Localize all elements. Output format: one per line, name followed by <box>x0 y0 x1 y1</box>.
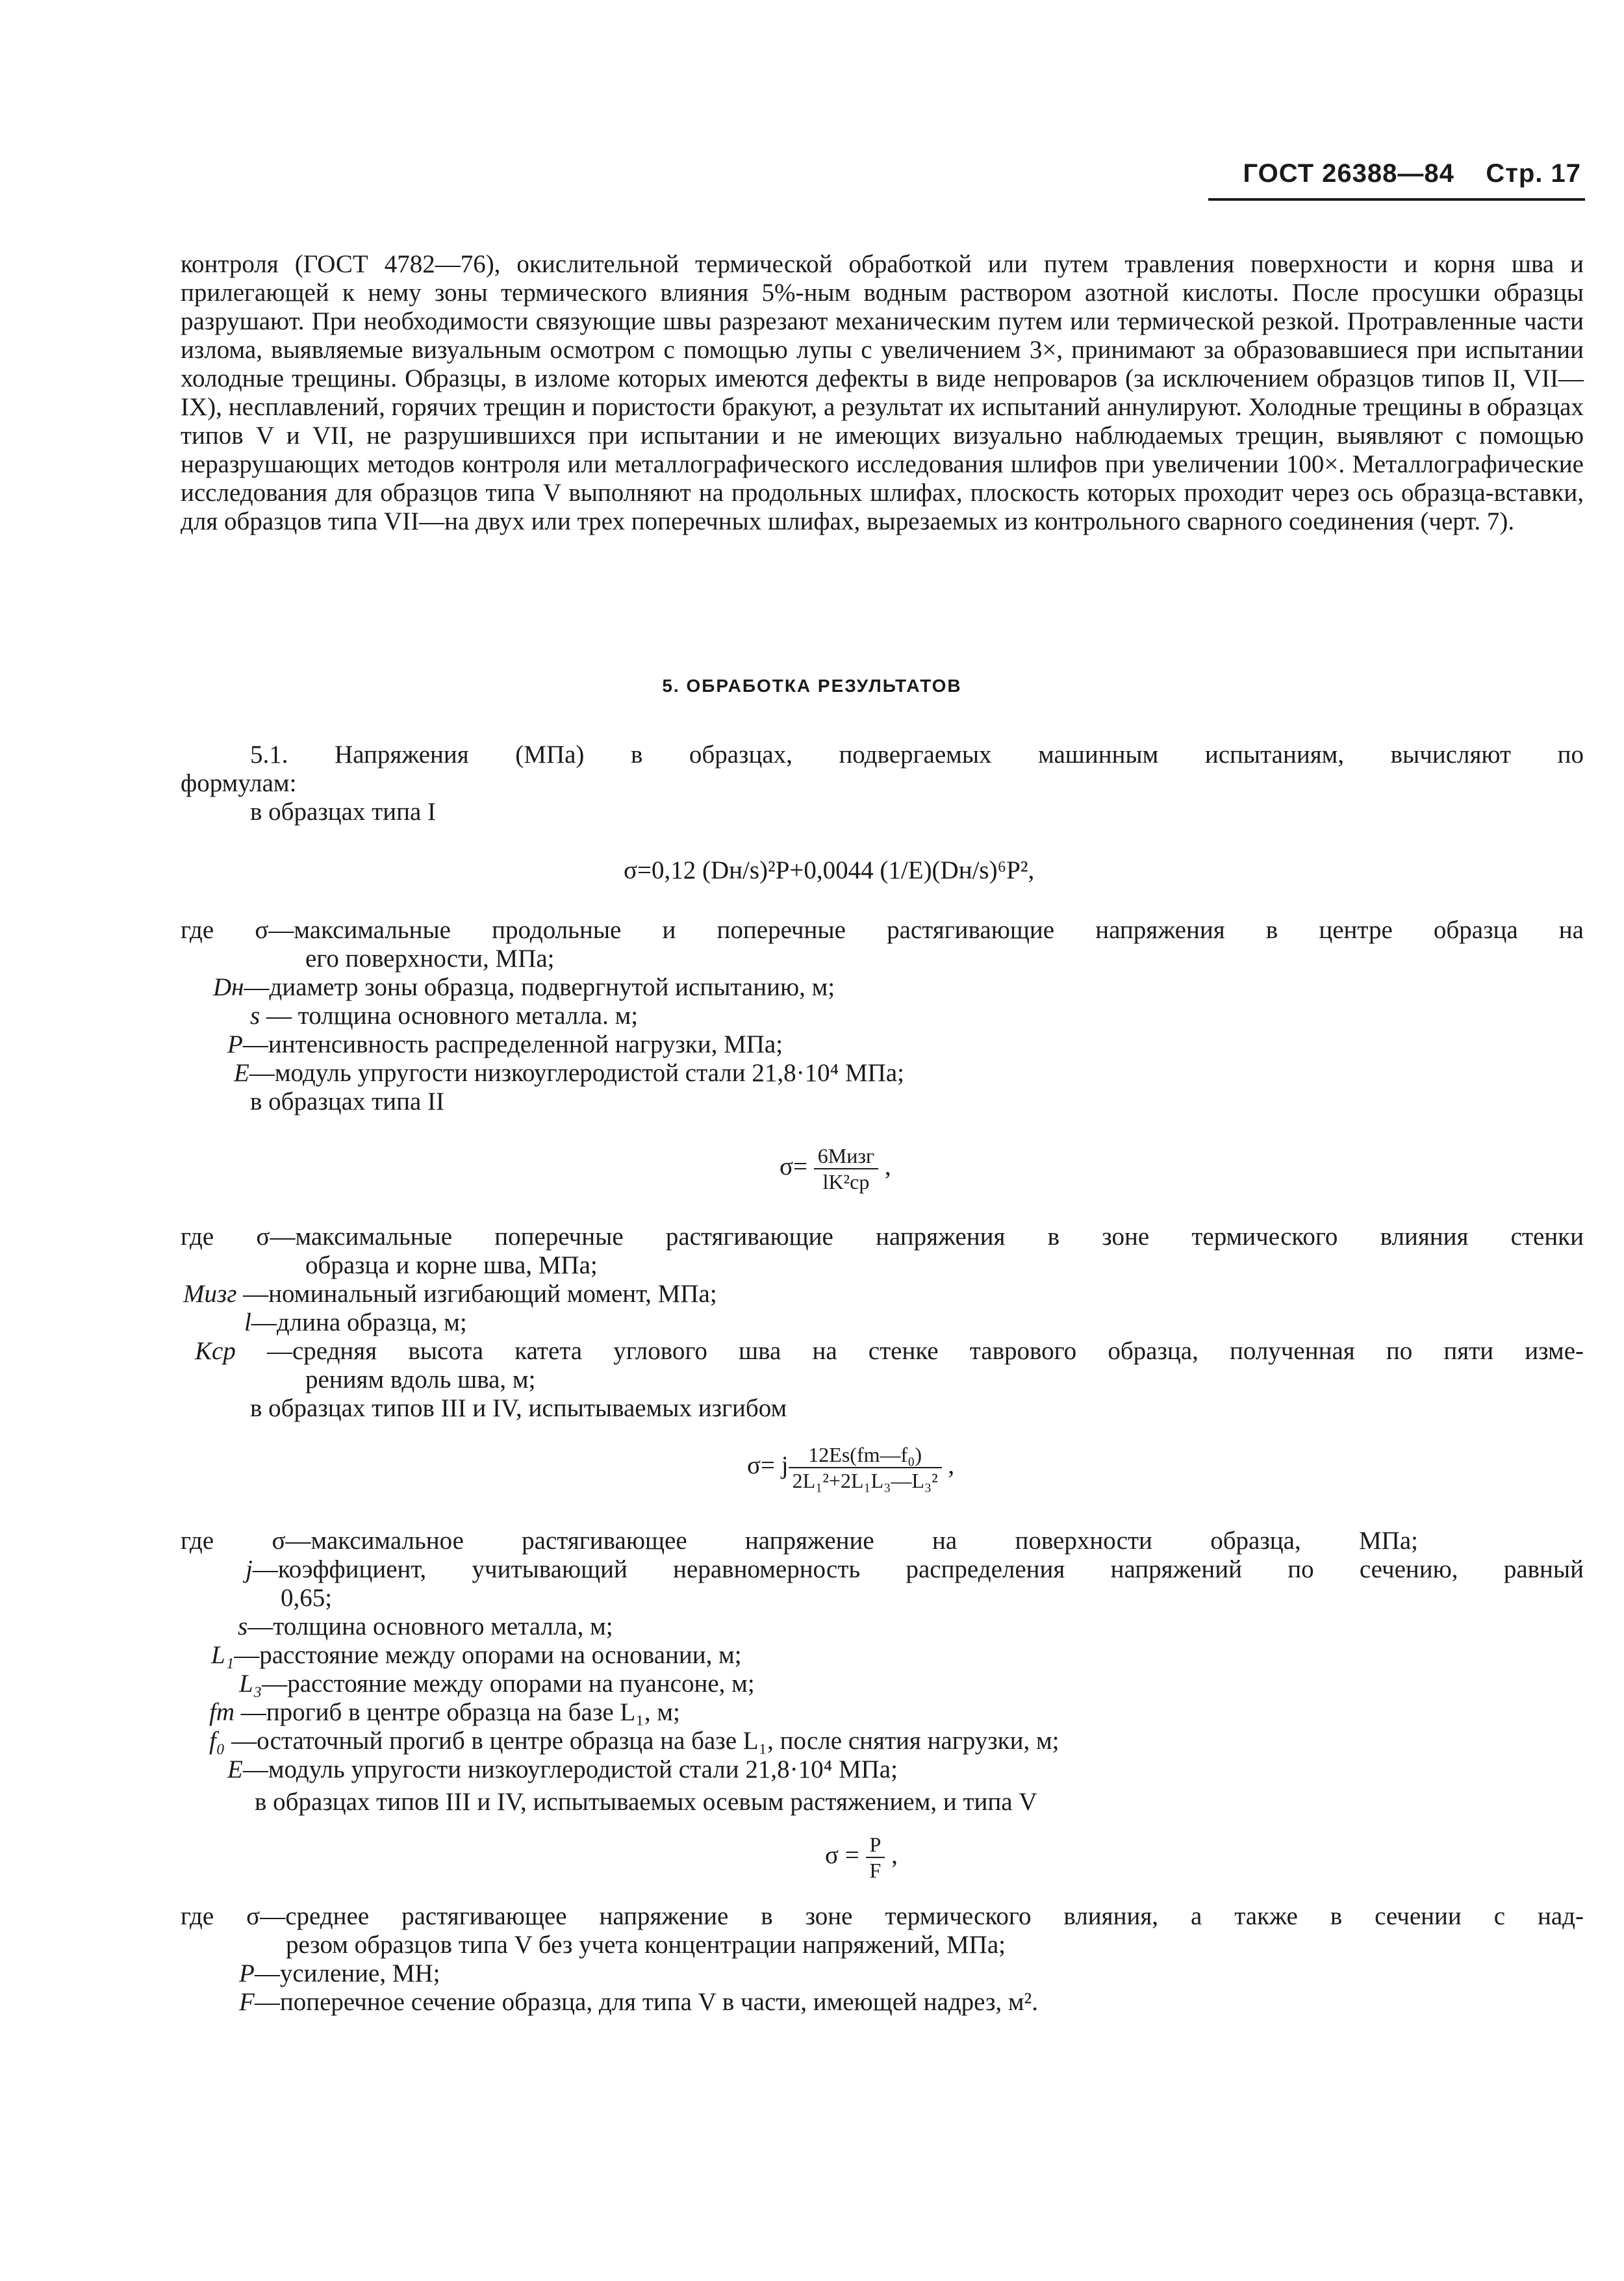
type2-where-2: Mизг —номинальный изгибающий момент, МПа; <box>183 1280 717 1308</box>
clause-5-1-line2: формулам: <box>181 769 297 797</box>
standard-number: ГОСТ 26388—84 <box>1243 159 1454 188</box>
type3-intro: в образцах типов III и IV, испытываемых изгибом <box>250 1394 787 1422</box>
type2-numerator: 6Mизг <box>814 1143 878 1169</box>
type2-where-5: рениям вдоль шва, м; <box>305 1366 536 1394</box>
type4-where-2: P—усиление, МН; <box>239 1959 440 1987</box>
type4-intro: в образцах типов III и IV, испытываемых осевым растяжением, и типа V <box>255 1788 1037 1816</box>
type1-formula: σ=0,12 (Dн/s)²P+0,0044 (1/E)(Dн/s)⁶P², <box>624 856 1035 884</box>
type3-where-4: L₁—расстояние между опорами на основании, м; <box>211 1641 742 1669</box>
section-title: 5. ОБРАБОТКА РЕЗУЛЬТАТОВ <box>662 676 962 696</box>
type2-intro: в образцах типа II <box>250 1088 444 1115</box>
type3-where-7: f₀ —остаточный прогиб в центре образца на базе L₁, после снятия нагрузки, м; <box>209 1727 1059 1755</box>
type3-where-2: 0,65; <box>281 1584 333 1612</box>
type3-where-8: E—модуль упругости низкоуглеродистой стали 21,8·10⁴ МПа; <box>227 1755 898 1783</box>
type1-where-1: его поверхности, МПа; <box>305 945 555 973</box>
type3-numerator: 12Es(fm—f₀) <box>789 1442 942 1468</box>
type3-denominator: 2L₁²+2L₁L₃—L₃² <box>792 1469 938 1492</box>
type1-intro: в образцах типа I <box>250 798 436 826</box>
type1-where-3: s — толщина основного металла. м; <box>250 1002 639 1030</box>
type2-where-1: образца и корне шва, МПа; <box>305 1251 598 1279</box>
type1-where-4: P—интенсивность распределенной нагрузки, МПа; <box>227 1030 783 1058</box>
type2-where-3: l—длина образца, м; <box>244 1308 467 1336</box>
type4-where-1: резом образцов типа V без учета концентрации напряжений, МПа; <box>286 1931 1006 1959</box>
type4-formula: σ = $\frac{P}{F}$ , <box>825 1833 898 1882</box>
page-header <box>1243 159 1581 188</box>
type4-numerator: P <box>866 1832 885 1858</box>
type2-where-4: Kср —средняя высота катета углового шва на стенке таврового образца, полученная по пяти изме- <box>195 1337 1584 1365</box>
page-number: Стр. 17 <box>1486 159 1581 188</box>
type2-denominator: lK²ср <box>822 1170 870 1193</box>
type4-where-0: где σ—среднее растягивающее напряжение в зоне термического влияния, а также в сечении с над- <box>181 1902 1584 1930</box>
type2-where-0: где σ—максимальные поперечные растягивающие напряжения в зоне термического влияния стенки <box>181 1223 1584 1251</box>
type3-where-1: j—коэффициент, учитывающий неравномерность распределения напряжений по сечению, равный <box>246 1555 1584 1583</box>
type3-where-6: fm —прогиб в центре образца на базе L₁, м; <box>209 1698 680 1726</box>
intro-paragraph: контроля (ГОСТ 4782—76), окислительной термической обработкой или путем травления поверхности и корня шва и прилегающей к нему зоны термического влияния 5%-ным водным раствором азотной кислоты. После просушки образцы разрушают. При необходимости связующие швы разрезают механическим путем или термической резкой. Протравленные части излома, выявляемые визуальным осмотром с помощью лупы с увеличением 3×, принимают за образовавшиеся при испытании холодные трещины. Образцы, в изломе которых имеются дефекты в виде непроваров (за исключением образцов типов II, VII—IX), несплавлений, горячих трещин и пористости бракуют, а результат их испытаний аннулируют. Холодные трещины в образцах типов V и VII, не разрушившихся при испытании и не имеющих визуально наблюдаемых трещин, выявляют с помощью неразрушающих методов контроля или металлографического исследования шлифов при увеличении 100×. Металлографические исследования для образцов типа V выполняют на продольных шлифах, плоскость которых проходит через ось образца-вставки, для образцов типа VII—на двух или трех поперечных шлифах, вырезаемых из контрольного сварного соединения (черт. 7). <box>181 250 1584 535</box>
type3-where-3: s—толщина основного металла, м; <box>238 1612 613 1640</box>
type1-where-5: E—модуль упругости низкоуглеродистой стали 21,8·10⁴ МПа; <box>234 1059 904 1087</box>
type4-denominator: F <box>869 1859 882 1882</box>
type3-where-5: L₃—расстояние между опорами на пуансоне, м; <box>239 1670 755 1698</box>
header-rule <box>1208 198 1585 201</box>
type4-where-3: F—поперечное сечение образца, для типа V в части, имеющей надрез, м². <box>239 1988 1038 2016</box>
type3-formula: σ= j $\frac{\text{12Es(fm—f₀)}}{\text{2L₁²+2L₁L₃—L₃²}}$ , <box>747 1443 955 1492</box>
clause-5-1-line1: 5.1. Напряжения (МПа) в образцах, подвергаемых машинным испытаниям, вычисляют по <box>250 741 1584 769</box>
type2-formula: σ= $\frac{\text{6Mизг}}{\text{lK²ср}}$ , <box>780 1144 891 1193</box>
type1-where-2: Dн—диаметр зоны образца, подвергнутой испытанию, м; <box>213 973 835 1001</box>
type1-where-0: где σ—максимальные продольные и поперечные растягивающие напряжения в центре образца на <box>181 916 1584 944</box>
type3-where-0: где σ—максимальное растягивающее напряжение на поверхности образца, МПа; <box>181 1527 1418 1555</box>
